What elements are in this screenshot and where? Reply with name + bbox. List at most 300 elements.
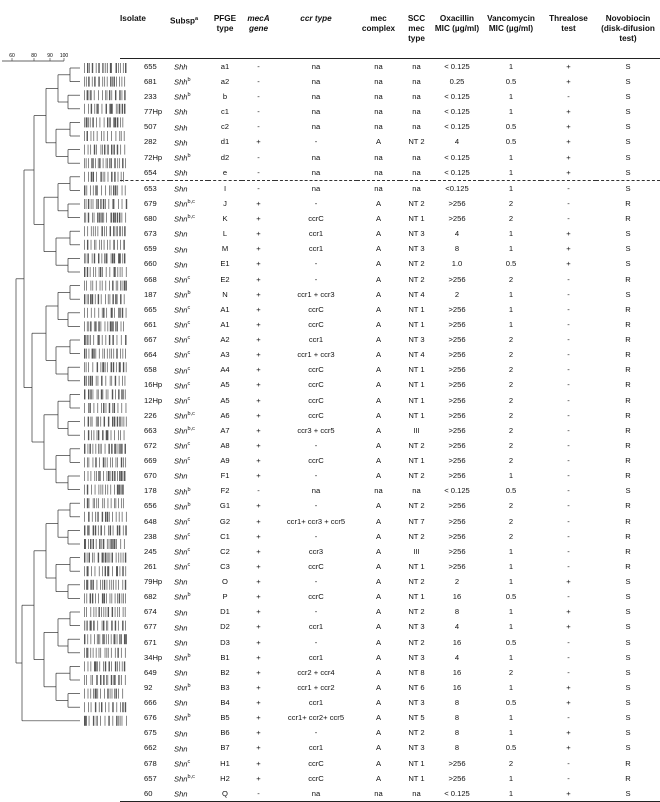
cell-subsp: Shn	[170, 786, 208, 802]
cell-pfge: b	[222, 92, 228, 102]
cell-isolate: 649	[144, 667, 157, 677]
cell-oxacillin: >256	[448, 773, 466, 783]
cell-vancomycin: 0.5	[505, 698, 517, 708]
cell-threalose: -	[567, 713, 570, 723]
table-row	[120, 559, 660, 574]
cell-oxacillin: 8	[454, 244, 460, 254]
cell-oxacillin: >256	[448, 456, 466, 466]
cell-ccr: ccrC	[308, 304, 324, 314]
cell-oxacillin: < 0.125	[444, 61, 470, 71]
cell-oxacillin: 8	[454, 713, 460, 723]
cell-pfge: A5	[220, 395, 230, 405]
cell-meca: -	[242, 786, 275, 802]
cell-isolate: 77Hp	[144, 107, 163, 117]
cell-subsp: Shn$^c$	[174, 335, 191, 345]
cell-ccr: -	[314, 440, 318, 450]
cell-subsp: Shn	[174, 744, 188, 754]
cell-vancomycin: 2	[508, 456, 514, 466]
cell-ccr: ccrC	[308, 365, 324, 375]
cell-subsp: Shn$^c$	[174, 562, 191, 572]
cell-subsp: Shn$^c$	[174, 305, 191, 315]
cell-scc: NT 3	[408, 244, 425, 254]
cell-mec: A	[375, 773, 382, 783]
cell-mec: A	[375, 289, 382, 299]
cell-pfge: H1	[220, 758, 230, 768]
cell-threalose: -	[567, 319, 570, 329]
cell-isolate: 659	[144, 244, 157, 254]
cell-oxacillin: <0.125	[433, 181, 481, 197]
cell-mec: A	[375, 380, 382, 390]
cell-mec: A	[375, 667, 382, 677]
gel-lane	[84, 294, 125, 304]
cell-novobiocin: S	[625, 229, 631, 239]
cell-vancomycin: 0.5	[505, 743, 517, 753]
cell-isolate: 72Hp	[144, 152, 163, 162]
table-row	[120, 89, 660, 104]
cell-threalose: -	[567, 592, 570, 602]
cell-novobiocin: S	[625, 137, 631, 147]
table-body	[120, 59, 660, 802]
cell-threalose: -	[567, 758, 570, 768]
cell-pfge: K	[222, 214, 228, 224]
cell-isolate: 92	[144, 682, 153, 692]
table-row	[120, 529, 660, 544]
cell-scc: na	[412, 61, 421, 71]
header-meca: mecA gene	[242, 5, 275, 59]
cell-oxacillin: 2	[454, 577, 460, 587]
cell-pfge: D2	[220, 622, 230, 632]
cell-threalose: +	[541, 786, 596, 802]
cell-subsp: Shn$^b$	[174, 501, 191, 512]
cell-oxacillin: >256	[448, 198, 466, 208]
cell-scc: na	[412, 152, 421, 162]
cell-pfge: B3	[220, 682, 230, 692]
cell-vancomycin: 2	[508, 350, 514, 360]
cell-scc: III	[413, 425, 420, 435]
cell-novobiocin: S	[625, 667, 631, 677]
cell-vancomycin: 1	[508, 607, 514, 617]
cell-ccr: na	[275, 181, 357, 197]
cell-mec: A	[375, 607, 382, 617]
cell-mec: A	[375, 546, 382, 556]
cell-pfge: D1	[220, 607, 230, 617]
table-row	[120, 786, 660, 802]
cell-pfge: C2	[220, 546, 230, 556]
cell-scc: na	[412, 76, 421, 86]
scale-tick-label: 80	[31, 53, 37, 59]
cell-threalose: -	[567, 214, 570, 224]
cell-scc: NT 1	[408, 758, 425, 768]
cell-scc: NT 1	[408, 410, 425, 420]
cell-meca: +	[256, 698, 261, 708]
cell-mec: A	[375, 471, 382, 481]
cell-oxacillin: 8	[454, 607, 460, 617]
cell-scc: NT 2	[408, 501, 425, 511]
cell-scc: NT 2	[408, 637, 425, 647]
cell-pfge: B6	[220, 728, 230, 738]
cell-pfge: L	[222, 229, 228, 239]
table-row	[120, 120, 660, 135]
table-row	[120, 423, 660, 438]
cell-mec: A	[375, 698, 382, 708]
cell-ccr: -	[314, 259, 318, 269]
cell-subsp: Shn$^c$	[174, 365, 191, 376]
cell-vancomycin: 2	[508, 501, 514, 511]
table-row	[120, 574, 660, 589]
cell-subsp: Shn$^c$	[174, 350, 191, 360]
cell-isolate: 665	[144, 304, 157, 314]
cell-scc: NT 3	[408, 652, 425, 662]
cell-isolate: 675	[144, 728, 157, 738]
cell-threalose: +	[566, 607, 571, 617]
cell-threalose: -	[567, 471, 570, 481]
cell-vancomycin: 0.5	[505, 76, 517, 86]
cell-pfge: B2	[220, 667, 230, 677]
cell-vancomycin: 2	[508, 425, 514, 435]
cell-subsp: Shn$^c$	[174, 547, 191, 557]
cell-scc: NT 2	[408, 471, 425, 481]
cell-meca: +	[256, 319, 261, 329]
cell-ccr: ccr3	[308, 546, 324, 556]
cell-meca: +	[256, 137, 261, 147]
header-subsp: Subsp$^a$	[170, 5, 208, 59]
table-row	[120, 514, 660, 529]
cell-novobiocin: S	[625, 244, 631, 254]
cell-ccr: ccrC	[308, 395, 324, 405]
cell-scc: NT 3	[408, 743, 425, 753]
cell-subsp: Shn$^{b,c}$	[174, 199, 195, 209]
cell-isolate: 670	[144, 471, 157, 481]
cell-novobiocin: S	[625, 486, 631, 496]
cell-threalose: -	[567, 561, 570, 571]
cell-subsp: Shn$^c$	[174, 441, 191, 451]
cell-meca: +	[256, 667, 261, 677]
cell-mec: A	[375, 577, 382, 587]
cell-vancomycin: 2	[508, 198, 514, 208]
cell-isolate: 663	[144, 425, 157, 435]
cell-meca: +	[256, 471, 261, 481]
cell-subsp: Shn$^c$	[174, 320, 191, 330]
cell-oxacillin: 8	[454, 698, 460, 708]
cell-pfge: I	[208, 181, 242, 197]
cell-subsp: Shn	[170, 181, 208, 197]
cell-isolate: 678	[144, 758, 157, 768]
cell-meca: +	[256, 743, 261, 753]
cell-mec: A	[375, 229, 382, 239]
cell-subsp: Shn$^c$	[174, 395, 191, 406]
cell-isolate: 233	[144, 92, 157, 102]
cell-meca: +	[256, 335, 261, 345]
cell-threalose: +	[566, 743, 571, 753]
cell-mec: A	[375, 682, 382, 692]
cell-novobiocin: S	[625, 152, 631, 162]
cell-pfge: a1	[220, 61, 230, 71]
cell-meca: +	[256, 410, 261, 420]
cell-pfge: C1	[220, 531, 230, 541]
table-row	[120, 211, 660, 226]
cell-scc: NT 3	[408, 622, 425, 632]
cell-threalose: -	[567, 198, 570, 208]
cell-novobiocin: S	[625, 107, 631, 117]
cell-oxacillin: < 0.125	[444, 92, 470, 102]
cell-subsp: Shn$^c$	[174, 456, 191, 466]
cell-vancomycin: 2	[508, 440, 514, 450]
cell-isolate: 79Hp	[144, 577, 163, 587]
cell-meca: +	[256, 546, 261, 556]
cell-vancomycin: 2	[508, 380, 514, 390]
cell-pfge: E1	[220, 259, 230, 269]
gel-lane	[84, 240, 125, 250]
cell-oxacillin: >256	[448, 350, 466, 360]
cell-threalose: +	[566, 682, 571, 692]
scale-tick-label: 60	[9, 53, 15, 59]
cell-isolate: 681	[144, 76, 157, 86]
cell-scc: NT 1	[408, 319, 425, 329]
cell-novobiocin: S	[625, 743, 631, 753]
cell-novobiocin: S	[625, 592, 631, 602]
cell-mec: A	[375, 274, 382, 284]
cell-meca: +	[256, 198, 261, 208]
cell-meca: -	[242, 181, 275, 197]
cell-threalose: -	[567, 425, 570, 435]
cell-ccr: na	[311, 152, 321, 162]
header-vancomycin: Vancomycin MIC (µg/ml)	[481, 5, 541, 59]
cell-oxacillin: 8	[454, 743, 460, 753]
cell-novobiocin: S	[625, 122, 631, 132]
cell-ccr: na	[311, 486, 321, 496]
cell-meca: -	[257, 486, 260, 496]
cell-threalose: -	[541, 181, 596, 197]
cell-scc: NT 2	[408, 274, 425, 284]
gel-lane	[84, 689, 123, 699]
cell-pfge: B4	[220, 698, 230, 708]
cell-pfge: J	[223, 198, 227, 208]
cell-threalose: +	[566, 577, 571, 587]
cell-vancomycin: 2	[508, 335, 514, 345]
cell-oxacillin: >256	[448, 471, 466, 481]
cell-pfge: G1	[219, 501, 231, 511]
cell-novobiocin: S	[625, 607, 631, 617]
cell-threalose: -	[567, 652, 570, 662]
cell-vancomycin: 0.5	[505, 637, 517, 647]
table-row	[120, 287, 660, 302]
cell-novobiocin: R	[625, 440, 631, 450]
cell-mec: A	[375, 137, 382, 147]
cell-subsp: Shn	[174, 577, 188, 587]
cell-novobiocin: S	[625, 622, 631, 632]
table-row	[120, 468, 660, 483]
cell-scc: NT 5	[408, 713, 425, 723]
cell-scc: NT 2	[408, 728, 425, 738]
table-row	[120, 378, 660, 393]
table-row	[120, 196, 660, 211]
table-row	[120, 408, 660, 423]
cell-ccr: ccr1+ ccr2+ ccr5	[287, 713, 345, 723]
cell-mec: na	[374, 107, 383, 117]
cell-vancomycin: 1	[481, 786, 541, 802]
cell-mec: na	[374, 486, 383, 496]
cell-isolate: 660	[144, 259, 157, 269]
cell-mec: A	[375, 652, 382, 662]
cell-pfge: A6	[220, 410, 230, 420]
cell-ccr: ccr1 + ccr3	[297, 289, 335, 299]
cell-threalose: -	[567, 531, 570, 541]
table-row	[120, 771, 660, 786]
cell-scc: na	[412, 167, 421, 177]
scale-tick-label: 90	[47, 53, 53, 59]
cell-novobiocin: R	[625, 410, 631, 420]
cell-threalose: +	[566, 61, 571, 71]
cell-threalose: -	[567, 486, 570, 496]
cell-mec: na	[374, 167, 383, 177]
cell-threalose: -	[567, 335, 570, 345]
cell-subsp: Shh	[174, 138, 188, 148]
cell-vancomycin: 1	[508, 229, 514, 239]
cell-isolate: 187	[144, 289, 157, 299]
header-row	[120, 5, 660, 59]
cell-ccr: na	[311, 107, 321, 117]
gel-lane	[84, 430, 124, 440]
cell-novobiocin: S	[625, 728, 631, 738]
cell-vancomycin: 1	[508, 244, 514, 254]
cell-pfge: A1	[220, 304, 230, 314]
cell-vancomycin: 1	[508, 577, 514, 587]
cell-meca: +	[256, 365, 261, 375]
cell-pfge: A5	[220, 380, 230, 390]
table-row	[120, 272, 660, 287]
cell-mec: A	[375, 713, 382, 723]
cell-pfge: A9	[220, 456, 230, 466]
cell-oxacillin: >256	[448, 561, 466, 571]
cell-oxacillin: < 0.125	[444, 107, 470, 117]
table-row	[120, 347, 660, 362]
cell-vancomycin: 1	[508, 471, 514, 481]
cell-subsp: Shn	[174, 698, 188, 708]
cell-ccr: ccrC	[308, 456, 324, 466]
cell-vancomycin: 1	[508, 713, 514, 723]
table-row	[120, 544, 660, 559]
cell-pfge: N	[222, 289, 228, 299]
cell-meca: -	[257, 107, 260, 117]
cell-isolate: 679	[144, 198, 157, 208]
cell-isolate: 680	[144, 214, 157, 224]
cell-oxacillin: >256	[448, 214, 466, 224]
cell-ccr: ccrC	[308, 380, 324, 390]
cell-subsp: Shn$^c$	[174, 274, 191, 285]
cell-meca: +	[256, 440, 261, 450]
cell-pfge: C3	[220, 561, 230, 571]
cell-scc: NT 1	[408, 561, 425, 571]
cell-isolate: 662	[144, 743, 157, 753]
cell-isolate: 16Hp	[144, 380, 163, 390]
cell-isolate: 677	[144, 622, 157, 632]
cell-scc: NT 2	[408, 531, 425, 541]
cell-subsp: Shn$^c$	[174, 516, 191, 527]
cell-scc: NT 1	[408, 304, 425, 314]
gel-lane	[84, 172, 124, 182]
header-oxacillin: Oxacillin MIC (µg/ml)	[433, 5, 481, 59]
cell-meca: +	[256, 259, 261, 269]
cell-mec: na	[374, 76, 383, 86]
cell-meca: +	[256, 682, 261, 692]
table-row	[120, 393, 660, 408]
cell-novobiocin: R	[625, 531, 631, 541]
cell-meca: -	[257, 61, 260, 71]
cell-ccr: -	[314, 137, 318, 147]
cell-mec: A	[375, 516, 382, 526]
table-row	[120, 59, 660, 75]
cell-scc: III	[413, 546, 420, 556]
cell-isolate: 658	[144, 365, 157, 375]
cell-novobiocin: R	[625, 758, 631, 768]
cell-meca: -	[257, 167, 260, 177]
cell-pfge: A4	[220, 365, 230, 375]
cell-vancomycin: 1	[508, 728, 514, 738]
cell-scc: NT 6	[408, 682, 425, 692]
cell-isolate: 666	[144, 698, 157, 708]
cell-oxacillin: < 0.125	[433, 786, 481, 802]
cell-threalose: -	[567, 667, 570, 677]
cell-oxacillin: >256	[448, 440, 466, 450]
cell-oxacillin: >256	[448, 274, 466, 284]
cell-meca: -	[257, 92, 260, 102]
cell-threalose: -	[567, 516, 570, 526]
cell-novobiocin: S	[625, 61, 631, 71]
table-row	[120, 181, 660, 197]
cell-ccr: ccr1	[308, 698, 324, 708]
cell-threalose: +	[566, 622, 571, 632]
cell-vancomycin: 2	[508, 395, 514, 405]
cell-pfge: d1	[220, 137, 230, 147]
cell-oxacillin: >256	[448, 380, 466, 390]
header-isolate: Isolate	[120, 5, 170, 59]
cell-isolate: 282	[144, 137, 157, 147]
cell-vancomycin: 2	[508, 274, 514, 284]
cell-ccr: -	[314, 531, 318, 541]
cell-ccr: na	[311, 167, 321, 177]
cell-vancomycin: 2	[508, 214, 514, 224]
cell-pfge: Q	[208, 786, 242, 802]
cell-subsp: Shn	[174, 668, 188, 678]
cell-pfge: H2	[220, 773, 230, 783]
cell-subsp: Shn$^b$	[174, 683, 191, 693]
cell-novobiocin: S	[596, 181, 660, 197]
cell-scc: NT 1	[408, 456, 425, 466]
cell-mec: A	[375, 304, 382, 314]
cell-meca: +	[256, 214, 261, 224]
cell-subsp: Shh$^b$	[174, 152, 191, 163]
cell-pfge: a2	[220, 76, 230, 86]
cell-isolate: 12Hp	[144, 395, 163, 405]
cell-pfge: F2	[220, 486, 230, 496]
cell-ccr: -	[314, 471, 318, 481]
cell-scc: NT 4	[408, 350, 425, 360]
cell-mec: A	[375, 350, 382, 360]
cell-oxacillin: 4	[454, 137, 460, 147]
cell-meca: +	[256, 274, 261, 284]
cell-subsp: Shn$^{b,c}$	[174, 214, 195, 224]
table-row	[120, 665, 660, 680]
cell-vancomycin: 0.5	[505, 486, 517, 496]
cell-ccr: ccrC	[308, 592, 324, 602]
cell-ccr: ccrC	[308, 214, 324, 224]
cell-isolate: 655	[144, 61, 157, 71]
cell-scc: NT 3	[408, 698, 425, 708]
isolates-table	[120, 5, 660, 802]
cell-threalose: +	[566, 107, 571, 117]
table-row	[120, 135, 660, 150]
cell-scc: NT 1	[408, 365, 425, 375]
